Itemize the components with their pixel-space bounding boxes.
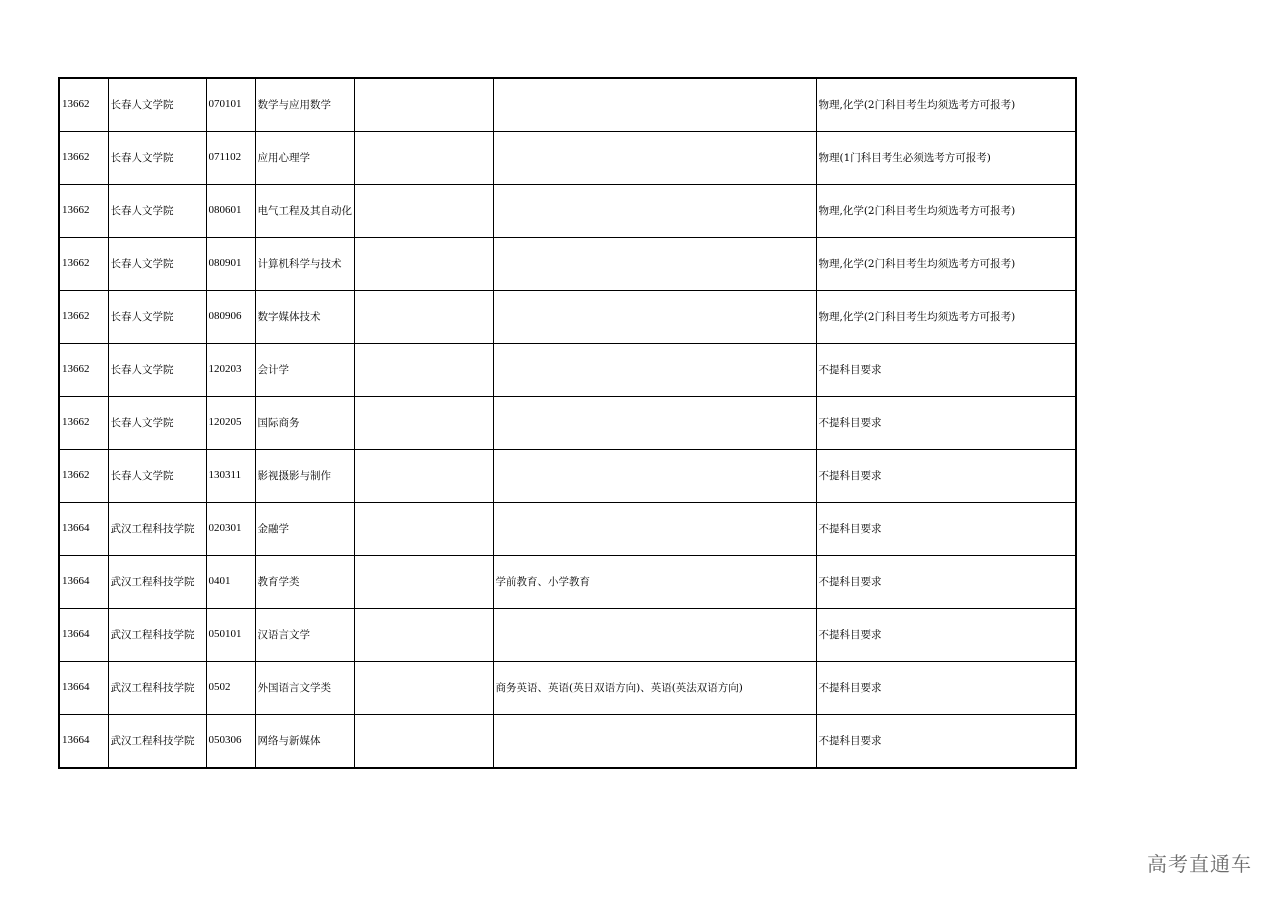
included-majors-cell: 商务英语、英语(英日双语方向)、英语(英法双语方向) xyxy=(493,662,816,715)
school-code-cell: 13662 xyxy=(59,238,108,291)
school-name-cell: 长春人文学院 xyxy=(108,238,206,291)
subject-requirement-cell: 不提科目要求 xyxy=(816,450,1076,503)
included-majors-cell xyxy=(493,609,816,662)
school-code-cell: 13662 xyxy=(59,397,108,450)
major-name-cell: 国际商务 xyxy=(255,397,354,450)
note-cell xyxy=(354,662,493,715)
major-code-cell: 0401 xyxy=(206,556,255,609)
major-name-cell: 教育学类 xyxy=(255,556,354,609)
note-cell xyxy=(354,609,493,662)
major-code-cell: 120205 xyxy=(206,397,255,450)
note-cell xyxy=(354,397,493,450)
school-name-cell: 武汉工程科技学院 xyxy=(108,556,206,609)
school-code-cell: 13662 xyxy=(59,78,108,132)
note-cell xyxy=(354,715,493,769)
school-name-cell: 长春人文学院 xyxy=(108,450,206,503)
major-code-cell: 050306 xyxy=(206,715,255,769)
note-cell xyxy=(354,291,493,344)
school-code-cell: 13662 xyxy=(59,132,108,185)
included-majors-cell xyxy=(493,344,816,397)
subject-requirement-cell: 不提科目要求 xyxy=(816,556,1076,609)
school-code-cell: 13662 xyxy=(59,450,108,503)
major-code-cell: 080601 xyxy=(206,185,255,238)
subject-requirement-cell: 不提科目要求 xyxy=(816,397,1076,450)
table-row xyxy=(59,397,1076,450)
note-cell xyxy=(354,185,493,238)
included-majors-cell xyxy=(493,450,816,503)
school-code-cell: 13664 xyxy=(59,556,108,609)
school-code-cell: 13662 xyxy=(59,185,108,238)
school-name-cell: 长春人文学院 xyxy=(108,291,206,344)
subject-requirement-cell: 物理(1门科目考生必须选考方可报考) xyxy=(816,132,1076,185)
subject-requirement-cell: 物理,化学(2门科目考生均须选考方可报考) xyxy=(816,78,1076,132)
major-name-cell: 数学与应用数学 xyxy=(255,78,354,132)
table-body xyxy=(59,78,1076,768)
school-name-cell: 武汉工程科技学院 xyxy=(108,715,206,769)
included-majors-cell xyxy=(493,503,816,556)
table-row xyxy=(59,344,1076,397)
school-code-cell: 13662 xyxy=(59,291,108,344)
school-name-cell: 武汉工程科技学院 xyxy=(108,609,206,662)
subject-requirement-cell: 不提科目要求 xyxy=(816,609,1076,662)
major-code-cell: 020301 xyxy=(206,503,255,556)
subject-requirement-cell: 不提科目要求 xyxy=(816,344,1076,397)
major-name-cell: 电气工程及其自动化 xyxy=(255,185,354,238)
major-code-cell: 0502 xyxy=(206,662,255,715)
note-cell xyxy=(354,503,493,556)
note-cell xyxy=(354,556,493,609)
included-majors-cell xyxy=(493,238,816,291)
note-cell xyxy=(354,78,493,132)
major-code-cell: 080906 xyxy=(206,291,255,344)
table-row xyxy=(59,556,1076,609)
school-name-cell: 长春人文学院 xyxy=(108,397,206,450)
major-name-cell: 会计学 xyxy=(255,344,354,397)
major-name-cell: 外国语言文学类 xyxy=(255,662,354,715)
included-majors-cell xyxy=(493,715,816,769)
table-row xyxy=(59,662,1076,715)
school-name-cell: 武汉工程科技学院 xyxy=(108,503,206,556)
school-name-cell: 长春人文学院 xyxy=(108,185,206,238)
watermark-logo: 高考直通车 xyxy=(1147,852,1252,876)
subject-requirement-cell: 不提科目要求 xyxy=(816,662,1076,715)
major-code-cell: 070101 xyxy=(206,78,255,132)
included-majors-cell xyxy=(493,78,816,132)
table-row xyxy=(59,503,1076,556)
major-name-cell: 网络与新媒体 xyxy=(255,715,354,769)
table-row xyxy=(59,450,1076,503)
major-name-cell: 应用心理学 xyxy=(255,132,354,185)
major-code-cell: 050101 xyxy=(206,609,255,662)
major-name-cell: 计算机科学与技术 xyxy=(255,238,354,291)
major-code-cell: 120203 xyxy=(206,344,255,397)
school-name-cell: 长春人文学院 xyxy=(108,78,206,132)
school-name-cell: 长春人文学院 xyxy=(108,344,206,397)
subject-requirement-cell: 物理,化学(2门科目考生均须选考方可报考) xyxy=(816,291,1076,344)
subject-requirement-cell: 不提科目要求 xyxy=(816,715,1076,769)
subject-requirement-cell: 物理,化学(2门科目考生均须选考方可报考) xyxy=(816,238,1076,291)
included-majors-cell xyxy=(493,291,816,344)
note-cell xyxy=(354,450,493,503)
major-name-cell: 汉语言文学 xyxy=(255,609,354,662)
school-code-cell: 13664 xyxy=(59,609,108,662)
table-row xyxy=(59,291,1076,344)
school-code-cell: 13664 xyxy=(59,662,108,715)
table-row xyxy=(59,238,1076,291)
table-row xyxy=(59,78,1076,132)
included-majors-cell xyxy=(493,397,816,450)
subject-requirement-cell: 物理,化学(2门科目考生均须选考方可报考) xyxy=(816,185,1076,238)
note-cell xyxy=(354,238,493,291)
major-name-cell: 影视摄影与制作 xyxy=(255,450,354,503)
subject-requirement-cell: 不提科目要求 xyxy=(816,503,1076,556)
major-code-cell: 071102 xyxy=(206,132,255,185)
included-majors-cell xyxy=(493,132,816,185)
school-name-cell: 长春人文学院 xyxy=(108,132,206,185)
major-name-cell: 数字媒体技术 xyxy=(255,291,354,344)
table-row xyxy=(59,132,1076,185)
table-row xyxy=(59,609,1076,662)
school-code-cell: 13664 xyxy=(59,503,108,556)
major-code-cell: 080901 xyxy=(206,238,255,291)
major-code-cell: 130311 xyxy=(206,450,255,503)
school-name-cell: 武汉工程科技学院 xyxy=(108,662,206,715)
table-row xyxy=(59,715,1076,769)
school-code-cell: 13664 xyxy=(59,715,108,769)
included-majors-cell: 学前教育、小学教育 xyxy=(493,556,816,609)
included-majors-cell xyxy=(493,185,816,238)
note-cell xyxy=(354,132,493,185)
school-code-cell: 13662 xyxy=(59,344,108,397)
major-name-cell: 金融学 xyxy=(255,503,354,556)
note-cell xyxy=(354,344,493,397)
subject-requirements-table xyxy=(58,77,1077,769)
table-row xyxy=(59,185,1076,238)
